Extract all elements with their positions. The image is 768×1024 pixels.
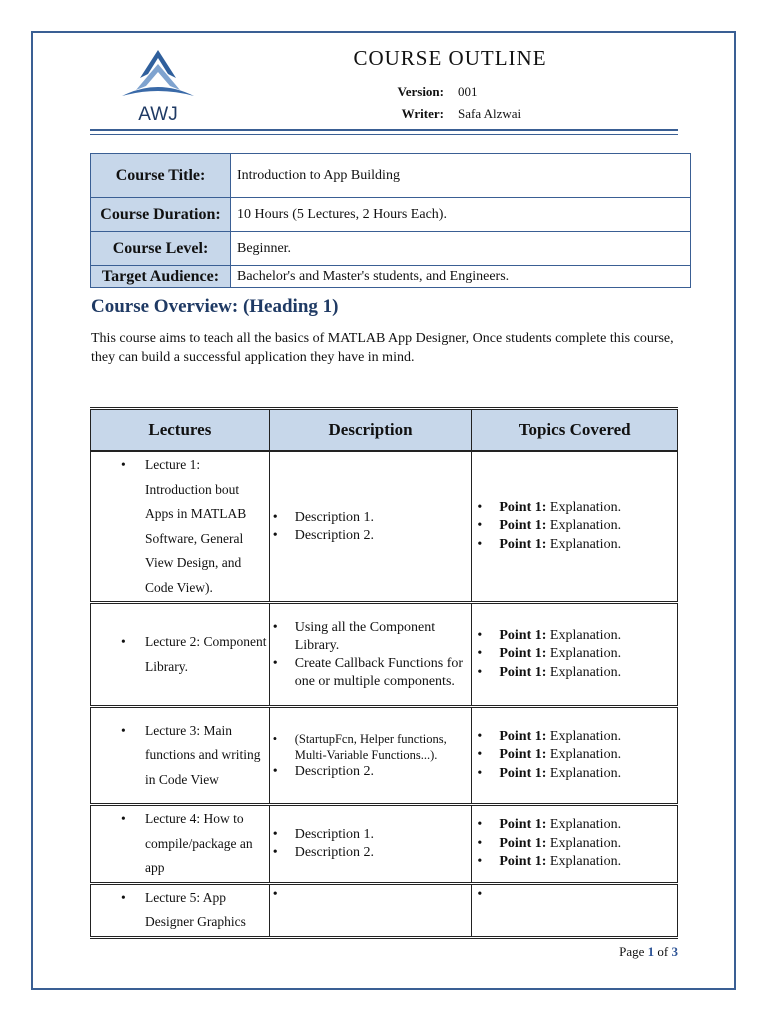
lecture-5: • Lecture 5: App Designer Graphics	[145, 886, 268, 935]
info-row	[91, 266, 691, 288]
info-row	[91, 154, 691, 198]
topic-item: • Point 1: Explanation.	[499, 645, 676, 664]
header-rule-thin	[90, 134, 678, 135]
header-topics: Topics Covered	[472, 409, 678, 452]
document-title: COURSE OUTLINE	[353, 46, 547, 70]
awj-logo	[118, 48, 198, 124]
writer-value: Safa Alzwai	[458, 106, 522, 121]
writer-label: Writer:	[401, 106, 444, 121]
lecture-2: • Lecture 2: Component Library.	[145, 630, 268, 679]
table-row	[91, 707, 678, 805]
table-row	[91, 883, 678, 937]
logo-text: AWJ	[138, 104, 178, 124]
lectures-table	[90, 407, 678, 939]
course-level-label: Course Level:	[91, 232, 231, 266]
topic-item: • Point 1: Explanation.	[499, 816, 676, 835]
topic-item: • Point 1: Explanation.	[499, 765, 676, 784]
topic-item: • Point 1: Explanation.	[499, 835, 676, 854]
course-info-table	[90, 153, 691, 288]
topic-item: • Point 1: Explanation.	[499, 746, 676, 765]
header-description: Description	[269, 409, 472, 452]
table-row	[91, 603, 678, 707]
version-label: Version:	[397, 84, 444, 99]
topic-item: • Point 1: Explanation.	[499, 627, 676, 646]
course-duration-label: Course Duration:	[91, 198, 231, 232]
topic-item: • Point 1: Explanation.	[499, 853, 676, 872]
table-header-row	[91, 409, 678, 452]
info-row	[91, 232, 691, 266]
header-rule	[90, 129, 678, 131]
topic-item: • Point 1: Explanation.	[499, 536, 676, 555]
page-number: Page 1 of 3	[619, 944, 678, 959]
info-row	[91, 198, 691, 232]
version-value: 001	[458, 84, 478, 99]
topic-item: • Point 1: Explanation.	[499, 517, 676, 536]
version-line	[360, 84, 478, 100]
description-item: • Description 2.	[295, 763, 471, 781]
description-item: • Description 1.	[295, 509, 471, 527]
lecture-3: • Lecture 3: Main functions and writing in Code View	[145, 719, 268, 793]
description-item: • Description 1.	[295, 826, 471, 844]
table-row	[91, 451, 678, 603]
course-level-value: Beginner.	[231, 232, 691, 266]
writer-line	[360, 106, 521, 122]
topic-item	[499, 886, 676, 905]
course-title-label: Course Title:	[91, 154, 231, 198]
description-item: • (StartupFcn, Helper functions, Multi-Variable Functions...).	[295, 731, 471, 763]
lecture-4: • Lecture 4: How to compile/package an app	[145, 807, 268, 881]
target-audience-label: Target Audience:	[91, 266, 231, 288]
description-item: • Using all the Component Library.	[295, 619, 471, 655]
header-lectures: Lectures	[91, 409, 270, 452]
course-duration-value: 10 Hours (5 Lectures, 2 Hours Each).	[231, 198, 691, 232]
topic-item: • Point 1: Explanation.	[499, 728, 676, 747]
description-item: • Description 2.	[295, 844, 471, 862]
overview-heading: Course Overview: (Heading 1)	[91, 296, 339, 317]
table-row	[91, 805, 678, 884]
overview-text: This course aims to teach all the basics of MATLAB App Designer, Once students complete this course, they can build a successful application they have in mind.	[91, 331, 674, 365]
topic-item: • Point 1: Explanation.	[499, 664, 676, 683]
topic-item: • Point 1: Explanation.	[499, 499, 676, 518]
description-item: • Create Callback Functions for one or multiple components.	[295, 655, 471, 691]
target-audience-value: Bachelor's and Master's students, and Engineers.	[231, 266, 691, 288]
lecture-1: • Lecture 1: Introduction bout Apps in MATLAB Software, General View Design, and Code View).	[145, 453, 268, 600]
course-title-value: Introduction to App Building	[231, 154, 691, 198]
description-item: • Description 2.	[295, 527, 471, 545]
